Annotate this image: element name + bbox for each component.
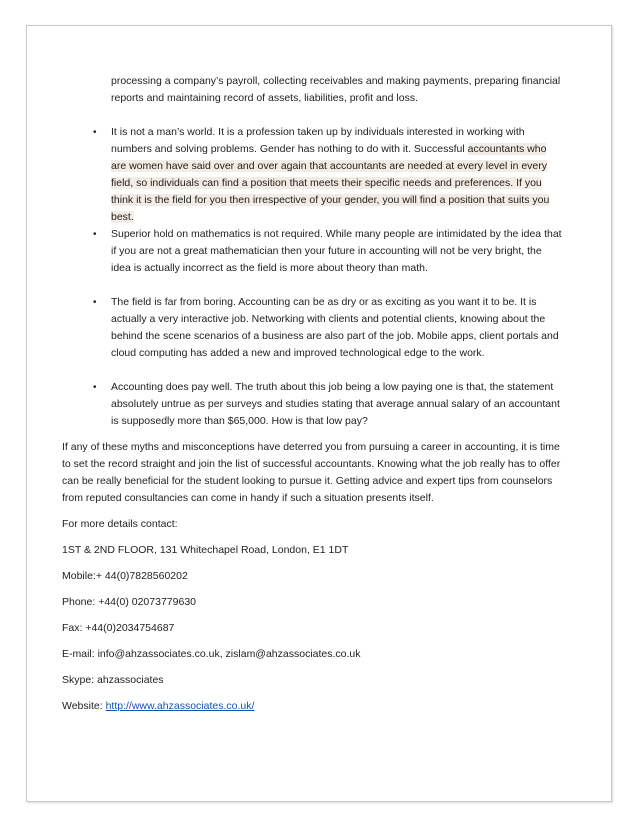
contact-heading: For more details contact: [62, 518, 178, 530]
contact-skype: Skype: ahzassociates [62, 674, 164, 686]
bullet-text: The field is far from boring. Accounting can be as dry or as exciting as you want it to be. It is actually a very interactive job. Networking with clients and potential clients, knowing about the behind the scene scenarios of a business are also part of the job. Mobile apps, client portals and cloud computing has added a new and improved technological edge to the work. [111, 296, 559, 359]
document-page [26, 25, 612, 802]
highlighted-text: accountants who are women have said over and over again that accountants are needed at every level in every field, so individuals can find a position that meets their specific needs and preferences. If you think it is the field for you then irrespective of your gender, you will find a position that suits you best. [111, 143, 550, 223]
page-content [62, 73, 577, 715]
bullet-icon: • [93, 297, 97, 308]
bullet-item-boring [62, 294, 563, 362]
contact-mobile: Mobile:+ 44(0)7828560202 [62, 570, 188, 582]
bullet-list [62, 124, 577, 430]
website-link[interactable]: http://www.ahzassociates.co.uk/ [105, 700, 255, 712]
bullet-item-mathematics [62, 226, 563, 277]
bullet-text: Superior hold on mathematics is not required. While many people are intimidated by the idea that if you are not a great mathematician then your future in accounting will not be very bright, the idea is actually incorrect as the field is more about theory than math. [111, 228, 562, 274]
bullet-icon: • [93, 127, 97, 138]
contact-email: E-mail: info@ahzassociates.co.uk, zislam@ahzassociates.co.uk [62, 648, 361, 660]
contact-phone: Phone: +44(0) 02073779630 [62, 596, 196, 608]
bullet-icon: • [93, 382, 97, 393]
continued-paragraph: processing a company’s payroll, collecting receivables and making payments, preparing financial reports and maintaining record of assets, liabilities, profit and loss. [111, 75, 561, 104]
bullet-text: Accounting does pay well. The truth about this job being a low paying one is that, the statement absolutely untrue as per surveys and studies stating that average annual salary of an accountant is supposedly more than $65,000. How is that low pay? [111, 381, 560, 427]
closing-paragraph: If any of these myths and misconceptions have deterred you from pursuing a career in accounting, it is time to set the record straight and join the list of successful accountants. Knowing what the job really has to offer can be really beneficial for the student looking to pursue it. Getting advice and expert tips from counselors from reputed consultancies can come in handy if such a situation presents itself. [62, 441, 561, 504]
bullet-icon: • [93, 229, 97, 240]
contact-website [62, 698, 577, 715]
website-label: Website: [62, 700, 106, 712]
bullet-item-pay [62, 379, 563, 430]
bullet-text: It is not a man’s world. It is a profession taken up by individuals interested in working with numbers and solving problems. Gender has nothing to do with it. Successful [111, 126, 525, 155]
contact-address: 1ST & 2ND FLOOR, 131 Whitechapel Road, London, E1 1DT [62, 544, 349, 556]
bullet-item-gender [62, 124, 563, 226]
contact-fax: Fax: +44(0)2034754687 [62, 622, 175, 634]
